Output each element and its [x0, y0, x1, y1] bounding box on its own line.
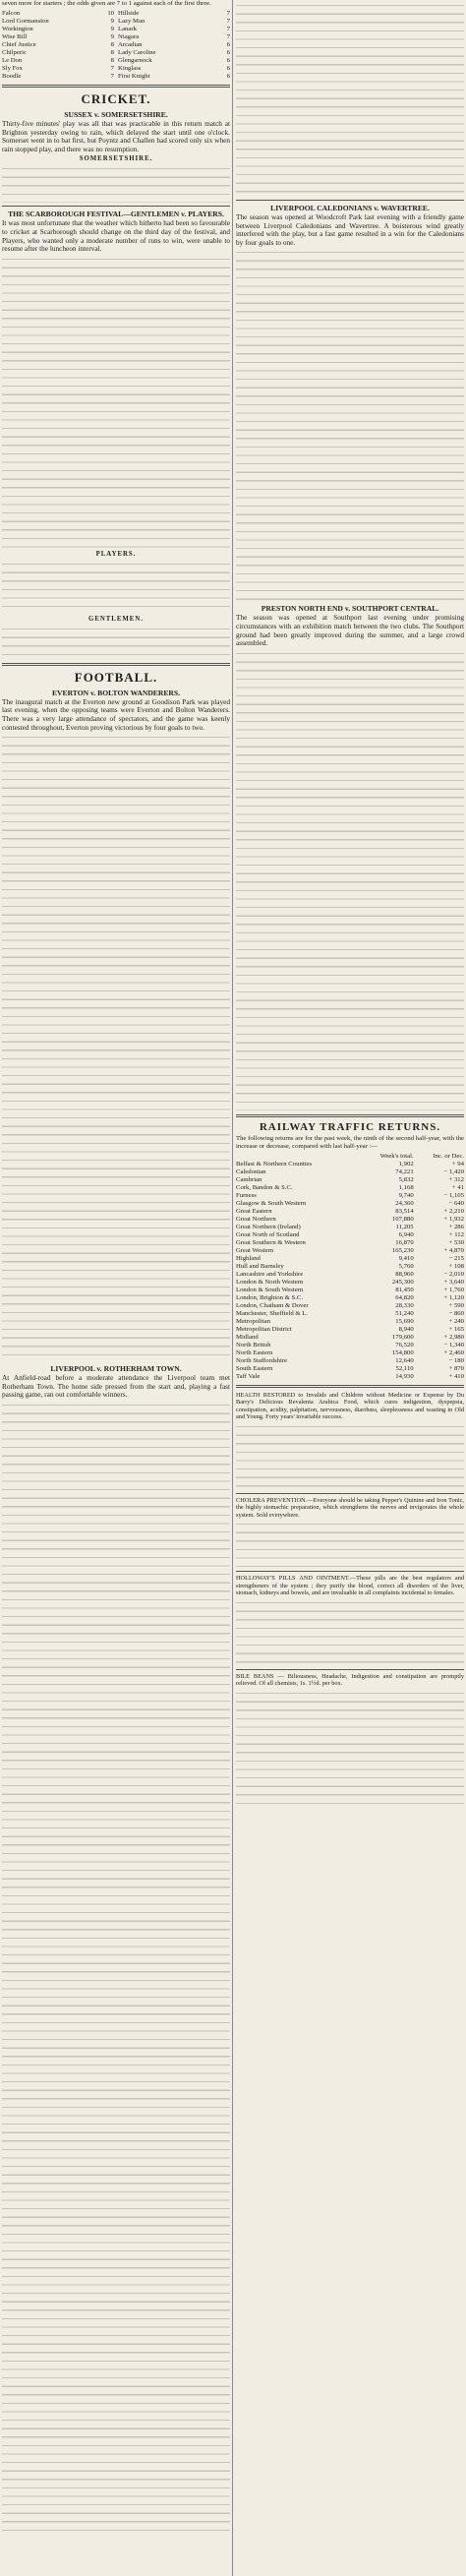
article-text-lines [236, 648, 464, 1110]
odds-row [118, 73, 230, 81]
table-row [236, 1365, 464, 1373]
week-total: 51,240 [395, 1309, 414, 1317]
railway-name: Great Eastern [236, 1207, 272, 1215]
railway-name: Furness [236, 1191, 257, 1199]
scorecard-lines [2, 624, 230, 659]
week-total: 14,930 [395, 1372, 414, 1380]
divider [236, 1669, 464, 1670]
railway-name: Midland [236, 1333, 259, 1341]
railway-name: Caledonian [236, 1168, 266, 1175]
odds-horse-name: Workington [2, 26, 33, 32]
odds-value: 7 [110, 73, 114, 80]
railway-heading: RAILWAY TRAFFIC RETURNS. [259, 1120, 441, 1133]
railway-name: Cambrian [236, 1175, 262, 1183]
odds-table [2, 10, 230, 81]
divider [236, 1571, 464, 1572]
railway-name: London & South Western [236, 1286, 304, 1293]
inc-dec: + 2,460 [443, 1348, 464, 1356]
railway-name: Belfast & Northern Counties [236, 1160, 313, 1168]
inc-dec: + 94 [451, 1160, 464, 1168]
cricket-match1-body: Thirty-five minutes' play was all that was practicable in this return match at Brighton yesterday owing to rain, which delayed the start until one o'clock. Somerset went in to bat first, but Poyntz and Challen had scored only six when rain stopped play, and there was no resumption. [2, 119, 230, 153]
right-match2-title: PRESTON NORTH END v. SOUTHPORT CENTRAL. [261, 604, 439, 614]
railway-table [236, 1153, 464, 1381]
divider [2, 663, 230, 666]
inc-dec: + 108 [448, 1262, 464, 1270]
football-match1-body: The inaugural match at the Everton new ground at Goodison Park was played last evening, when the opposing teams were Everton and Bolton Wanderers. There was a very large attendance of spectators, and the game was keenly contested throughout, Everton proving victorious by four goals to two. [2, 696, 230, 732]
odds-row [2, 73, 114, 81]
week-total: 165,230 [391, 1246, 414, 1254]
railway-name: South Eastern [236, 1364, 273, 1372]
odds-value: 6 [226, 65, 230, 72]
advert-4: BILE BEANS — Biliousness, Headache, Indigestion and constipation are promptly relieved. Of all chemists, 1s. 1½d. per box. [236, 1672, 464, 1688]
week-total: 52,110 [395, 1364, 414, 1372]
inc-dec: − 2,010 [443, 1270, 464, 1278]
divider [236, 200, 464, 201]
odds-row [2, 18, 114, 26]
table-row [236, 1302, 464, 1310]
odds-horse-name: Boodle [2, 73, 22, 80]
odds-intro: seven more for starters ; the odds given are 7 to 1 against each of the first three. [2, 0, 211, 7]
article-text-lines [236, 0, 464, 197]
divider [236, 1114, 464, 1117]
football-match1-title: EVERTON v. BOLTON WANDERERS. [51, 688, 181, 697]
cricket-match2-title: THE SCARBOROUGH FESTIVAL—GENTLEMEN v. PLAYERS. [8, 210, 224, 219]
odds-row [2, 33, 114, 41]
football-match2-body: At Anfield-road before a moderate attendance the Liverpool team met Rotherham Town. The home side pressed from the start and, playing a fast passing game, ran out comfortable winners. [2, 1373, 230, 1400]
table-row [236, 1349, 464, 1357]
railway-intro: The following returns are for the past week, the ninth of the second half-year, with the increase or decrease, compared with last half-year :— [236, 1134, 464, 1150]
inc-dec: + 1,120 [443, 1293, 464, 1301]
odds-value: 6 [226, 49, 230, 56]
inc-dec: + 1,932 [443, 1215, 464, 1223]
table-row [236, 1176, 464, 1184]
col-inc-header: Inc. or Dec. [433, 1152, 464, 1160]
odds-value: 7 [226, 18, 230, 25]
odds-horse-name: Le Don [2, 57, 23, 64]
odds-value: 9 [110, 18, 114, 25]
inc-dec: − 180 [448, 1356, 464, 1364]
inc-dec: + 286 [448, 1223, 464, 1230]
inc-dec: + 530 [448, 1238, 464, 1246]
odds-horse-name: First Knight [118, 73, 150, 80]
odds-horse-name: Chief Justice [2, 41, 36, 48]
week-total: 24,360 [395, 1199, 414, 1207]
divider [236, 1385, 464, 1388]
column-rule [232, 0, 233, 2576]
railway-name: North Staffordshire [236, 1356, 288, 1364]
week-total: 28,330 [395, 1301, 414, 1309]
odds-horse-name: Hillside [118, 10, 140, 17]
table-row [236, 1287, 464, 1294]
odds-horse-name: Arcadian [118, 41, 143, 48]
week-total: 16,870 [395, 1238, 414, 1246]
table-row [236, 1279, 464, 1287]
right-match2-body: The season was opened at Southport last evening under promising circumstances with an exhibition match between the two clubs. The Southport ground had been greatly improved during the summer, and a large crowd assembled. [236, 613, 464, 648]
week-total: 15,690 [395, 1317, 414, 1325]
odds-value: 6 [226, 73, 230, 80]
odds-row [2, 65, 114, 73]
inc-dec: − 1,105 [443, 1191, 464, 1199]
week-total: 107,880 [391, 1215, 414, 1223]
week-total: 245,300 [391, 1278, 414, 1286]
divider [236, 1493, 464, 1494]
inc-dec: + 4,870 [443, 1246, 464, 1254]
scorecard-lines [2, 559, 230, 614]
week-total: 83,514 [395, 1207, 414, 1215]
odds-horse-name: Lady Caroline [118, 49, 156, 56]
table-row [236, 1271, 464, 1279]
table-row [236, 1192, 464, 1200]
week-total: 81,450 [395, 1286, 414, 1293]
article-text-lines [2, 1400, 230, 2531]
odds-row [2, 57, 114, 65]
week-total: 5,832 [398, 1175, 414, 1183]
table-row [236, 1184, 464, 1192]
article-text-lines [236, 1519, 464, 1568]
week-total: 6,940 [398, 1230, 414, 1238]
cricket-heading: CRICKET. [81, 91, 151, 106]
table-row [236, 1224, 464, 1231]
cricket-match1-title: SUSSEX v. SOMERSETSHIRE. [64, 110, 168, 119]
week-total: 11,205 [395, 1223, 414, 1230]
table-row [236, 1247, 464, 1255]
railway-name: Glasgow & South Western [236, 1199, 307, 1207]
odds-horse-name: Lanark [118, 26, 137, 32]
odds-row [118, 41, 230, 49]
odds-horse-name: Sly Fox [2, 65, 23, 72]
railway-name: Great Northern [236, 1215, 276, 1223]
week-total: 5,760 [398, 1262, 414, 1270]
odds-row [118, 26, 230, 33]
cricket-players-title: PLAYERS. [95, 550, 137, 558]
col-week-header: Week's total. [379, 1152, 414, 1160]
odds-row [118, 18, 230, 26]
week-total: 9,740 [398, 1191, 414, 1199]
article-text-lines [2, 254, 230, 549]
week-total: 64,820 [395, 1293, 414, 1301]
odds-horse-name: Lord Gormanston [2, 18, 49, 25]
odds-row [2, 49, 114, 57]
odds-horse-name: Kinglass [118, 65, 142, 72]
odds-row [2, 41, 114, 49]
inc-dec: + 312 [448, 1175, 464, 1183]
odds-left-list [2, 10, 114, 81]
odds-value: 9 [110, 26, 114, 32]
inc-dec: + 2,210 [443, 1207, 464, 1215]
odds-row [118, 33, 230, 41]
divider [2, 206, 230, 207]
odds-row [2, 26, 114, 33]
odds-horse-name: Wise Bill [2, 33, 28, 40]
odds-value: 6 [226, 41, 230, 48]
table-row [236, 1161, 464, 1168]
railway-name: Cork, Bandon & S.C. [236, 1183, 293, 1191]
table-row [236, 1208, 464, 1216]
week-total: 179,600 [391, 1333, 414, 1341]
inc-dec: + 2,980 [443, 1333, 464, 1341]
inc-dec: + 165 [448, 1325, 464, 1333]
article-text-lines [236, 1688, 464, 1806]
week-total: 88,960 [395, 1270, 414, 1278]
right-column [236, 0, 464, 2576]
odds-value: 6 [226, 57, 230, 64]
week-total: 74,221 [395, 1168, 414, 1175]
odds-value: 10 [107, 10, 114, 17]
table-row [236, 1263, 464, 1271]
inc-dec: + 240 [448, 1317, 464, 1325]
week-total: 9,410 [398, 1254, 414, 1262]
cricket-match2-body: It was most unfortunate that the weather which hitherto had been so favourable to cricket at Scarborough should change on the third day of the festival, and Players, who wanted only a moderate number of runs to win, were unable to resume after the luncheon interval. [2, 218, 230, 254]
inc-dec: + 112 [448, 1230, 464, 1238]
inc-dec: − 640 [448, 1199, 464, 1207]
week-total: 1,168 [398, 1183, 414, 1191]
inc-dec: + 1,760 [443, 1286, 464, 1293]
table-row [236, 1326, 464, 1334]
article-text-lines [236, 1597, 464, 1666]
odds-value: 8 [110, 57, 114, 64]
odds-value: 9 [110, 33, 114, 40]
table-row [236, 1342, 464, 1349]
odds-value: 7 [226, 26, 230, 32]
inc-dec: − 215 [448, 1254, 464, 1262]
odds-value: 7 [110, 65, 114, 72]
railway-name: Great Southern & Western [236, 1238, 306, 1246]
right-match-body: The season was opened at Woodcroft Park last evening with a friendly game between Liverpool Caledonians and Wavertree. A boisterous wind greatly interfered with the play, but a fast game resulted in a win for the Caledonians by four goals to one. [236, 212, 464, 247]
football-heading: FOOTBALL. [74, 669, 158, 685]
week-total: 1,902 [398, 1160, 414, 1168]
scorecard-lines [2, 163, 230, 203]
railway-name: Taff Vale [236, 1372, 261, 1380]
railway-name: Great Western [236, 1246, 274, 1254]
odds-row [118, 65, 230, 73]
week-total: 8,940 [398, 1325, 414, 1333]
railway-name: Great Northern (Ireland) [236, 1223, 301, 1230]
week-total: 76,520 [395, 1341, 414, 1348]
odds-horse-name: Chilperic [2, 49, 27, 56]
railway-name: Great North of Scotland [236, 1230, 300, 1238]
inc-dec: + 590 [448, 1301, 464, 1309]
cricket-score-title: SOMERSETSHIRE. [79, 155, 153, 163]
odds-right-list [118, 10, 230, 81]
table-row [236, 1200, 464, 1208]
odds-value: 8 [110, 41, 114, 48]
table-row [236, 1255, 464, 1263]
table-row [236, 1334, 464, 1342]
cricket-gentlemen-title: GENTLEMEN. [88, 615, 144, 623]
article-text-lines [236, 1421, 464, 1490]
advert-1: HEALTH RESTORED to Invalids and Children without Medicine or Expense by Du Barry's Delicious Revalenta Arabica Food, which cures indigestion, dyspepsia, constipation, acidity, palpitation, nervousness, diarrhœa, sleeplessness and wasting in Old and Young. Forty years' invariable success. [236, 1391, 464, 1421]
table-row [236, 1239, 464, 1247]
odds-row [2, 10, 114, 18]
railway-name: London & North Western [236, 1278, 304, 1286]
railway-name: Lancashire and Yorkshire [236, 1270, 304, 1278]
week-total: 154,800 [391, 1348, 414, 1356]
odds-horse-name: Lazy Man [118, 18, 146, 25]
odds-horse-name: Glengarnock [118, 57, 152, 64]
railway-name: Hull and Barnsley [236, 1262, 284, 1270]
odds-row [118, 10, 230, 18]
advert-3: HOLLOWAY'S PILLS AND OINTMENT.—These pills are the best regulators and strengtheners of the system ; they purify the blood, correct all disorders of the liver, stomach, kidneys and bowels, and are invaluable in all complaints incidental to females. [236, 1575, 464, 1597]
table-row [236, 1310, 464, 1318]
left-column [2, 0, 230, 2576]
odds-value: 8 [110, 49, 114, 56]
railway-name: London, Brighton & S.C. [236, 1293, 303, 1301]
inc-dec: − 1,420 [443, 1168, 464, 1175]
railway-name: North Eastern [236, 1348, 273, 1356]
week-total: 12,640 [395, 1356, 414, 1364]
right-match-title: LIVERPOOL CALEDONIANS v. WAVERTREE. [270, 204, 430, 212]
railway-name: Metropolitan District [236, 1325, 292, 1333]
odds-value: 7 [226, 33, 230, 40]
railway-name: London, Chatham & Dover [236, 1301, 309, 1309]
table-row [236, 1294, 464, 1302]
railway-name: Manchester, Sheffield & L. [236, 1309, 308, 1317]
inc-dec: + 3,640 [443, 1278, 464, 1286]
inc-dec: + 41 [451, 1183, 464, 1191]
article-text-lines [236, 247, 464, 601]
table-row [236, 1168, 464, 1176]
article-text-lines [2, 732, 230, 1361]
table-row [236, 1373, 464, 1381]
advert-2: CHOLERA PREVENTION.—Everyone should be taking Pepper's Quinine and Iron Tonic, the highly stomachic preparation, which strengthens the nerves and invigorates the whole system. Sold everywhere. [236, 1496, 464, 1519]
divider [2, 85, 230, 88]
inc-dec: + 870 [448, 1364, 464, 1372]
odds-horse-name: Falcon [2, 10, 21, 17]
inc-dec: − 860 [448, 1309, 464, 1317]
inc-dec: + 410 [448, 1372, 464, 1380]
railway-name: Metropolitan [236, 1317, 270, 1325]
railway-name: North British [236, 1341, 271, 1348]
odds-row [118, 49, 230, 57]
table-row [236, 1357, 464, 1365]
football-match2-title: LIVERPOOL v. ROTHERHAM TOWN. [50, 1364, 182, 1374]
railway-name: Highland [236, 1254, 261, 1262]
inc-dec: − 1,340 [443, 1341, 464, 1348]
odds-row [118, 57, 230, 65]
table-row [236, 1318, 464, 1326]
table-row [236, 1216, 464, 1224]
odds-horse-name: Niagara [118, 33, 140, 40]
table-row [236, 1231, 464, 1239]
odds-value: 7 [226, 10, 230, 17]
